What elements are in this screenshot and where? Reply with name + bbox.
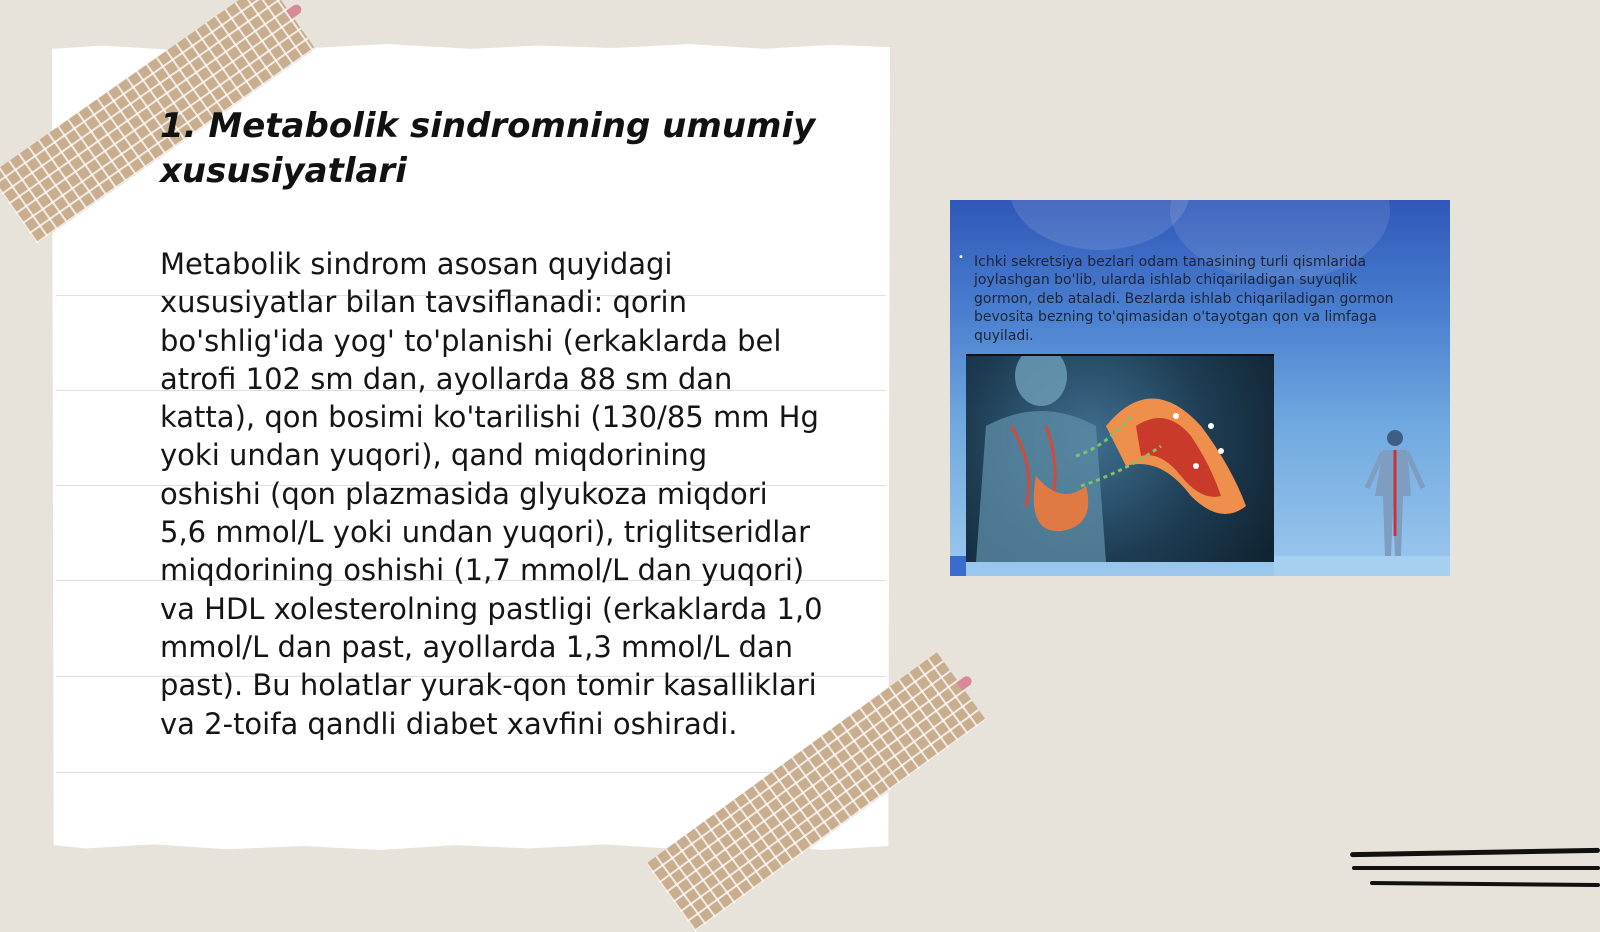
slide-body-text: Metabolik sindrom asosan quyidagi xususiyatlar bilan tavsiflanadi: qorin bo'shlig'ida yog' to'planishi (erkaklarda bel atrofi 102 sm dan, ayollarda 88 sm dan katta), qon bosimi ko'tarilishi (130/85 mm Hg yoki undan yuqori), qand miqdorining oshishi (qon plazmasida glyukoza miqdori 5,6 mmol/L yoki undan yuqori), triglitseridlar miqdorining oshishi (1,7 mmol/L dan yuqori) va HDL xolesterolning pastligi (erkaklarda 1,0 mmol/L dan past, ayollarda 1,3 mmol/L dan past). Bu holatlar yurak-qon tomir kasalliklari va 2-toifa qandli diabet xavfini oshiradi. (160, 247, 823, 741)
bullet-icon: • (958, 252, 964, 263)
anatomy-illustration-icon (966, 356, 1274, 562)
embedded-slide-image (950, 200, 1450, 576)
photo-frame-strip (950, 556, 966, 576)
photo-frame-strip (1274, 556, 1450, 576)
decorative-scribble (1370, 881, 1600, 887)
decorative-scribble (1350, 848, 1600, 857)
anatomy-photo (966, 354, 1274, 562)
decorative-scribble (1352, 866, 1600, 870)
ruled-line (56, 772, 886, 773)
embedded-slide-caption: Ichki sekretsiya bezlari odam tanasining turli qismlarida joylashgan bo'lib, ularda ishlab chiqariladigan suyuqlik gormon, deb ataladi. Bezlarda ishlab chiqariladigan gormon bevosita bezning to'qimasidan o'tayotgan qon va limfaga quyiladi. (974, 254, 1394, 344)
human-figure-icon (1355, 426, 1435, 566)
slide-title: 1. Metabolik sindromning umumiy xususiyatlari (160, 106, 816, 191)
